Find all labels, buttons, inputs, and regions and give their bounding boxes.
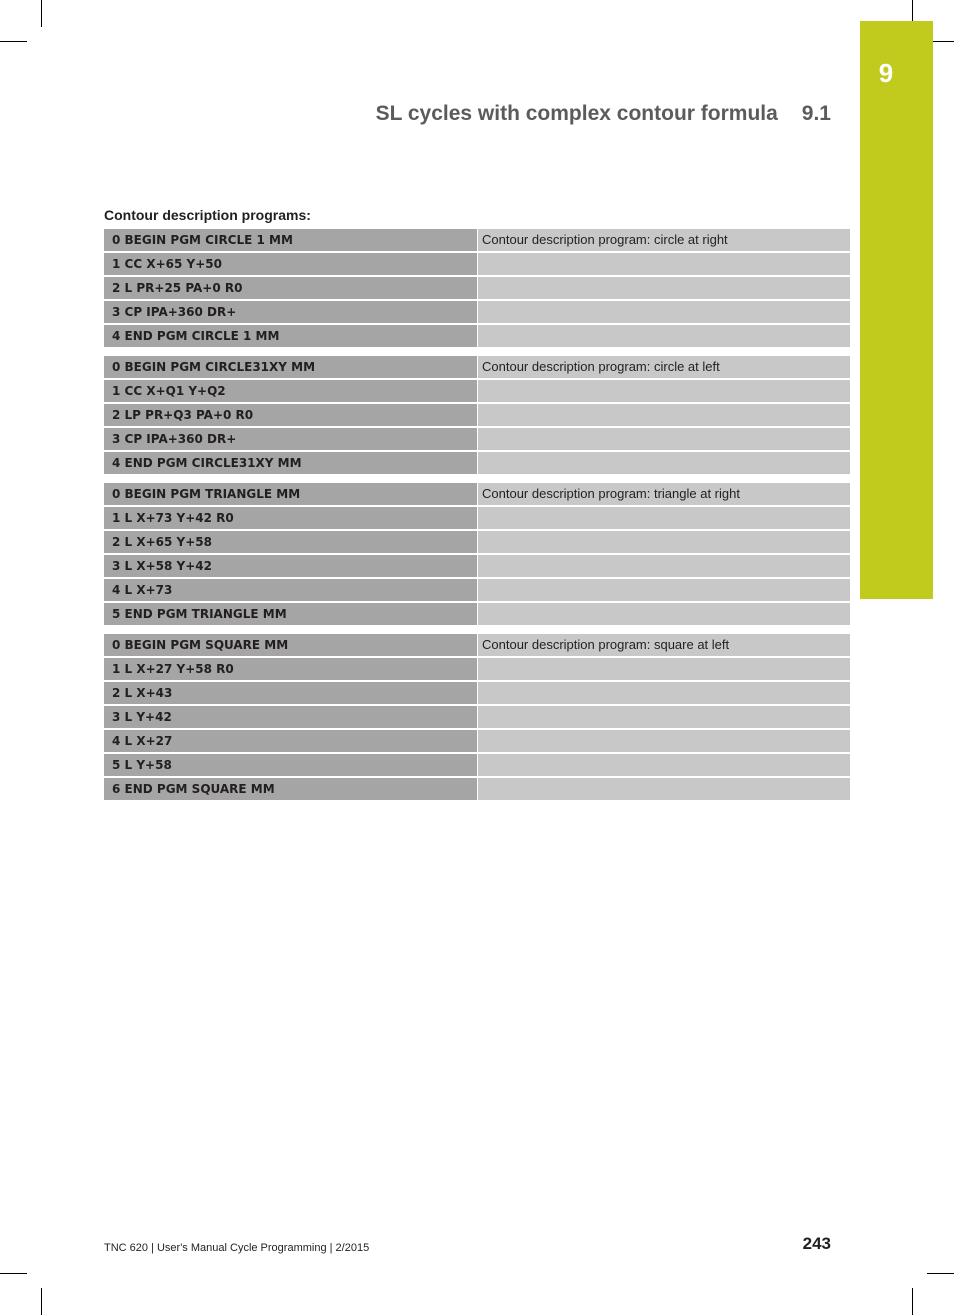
page-header (300, 102, 831, 126)
chapter-number: 9 (878, 58, 894, 88)
comment-cell (478, 277, 850, 299)
comment-cell: Contour description program: square at left (478, 634, 850, 656)
nc-code-cell: 0 BEGIN PGM TRIANGLE MM (104, 483, 477, 505)
crop-mark (41, 0, 42, 27)
nc-code-cell: 2 L X+65 Y+58 (104, 531, 477, 553)
nc-code-cell: 4 L X+73 (104, 579, 477, 601)
comment-cell (478, 778, 850, 800)
nc-code-cell: 4 L X+27 (104, 730, 477, 752)
comment-cell (478, 730, 850, 752)
nc-code-cell: 2 L X+43 (104, 682, 477, 704)
table-row (104, 229, 850, 251)
table-row (104, 356, 850, 378)
nc-code-cell: 0 BEGIN PGM CIRCLE31XY MM (104, 356, 477, 378)
nc-code-cell: 3 L Y+42 (104, 706, 477, 728)
nc-code-cell: 3 CP IPA+360 DR+ (104, 428, 477, 450)
comment-cell: Contour description program: circle at right (478, 229, 850, 251)
comment-cell (478, 531, 850, 553)
header-section-number: 9.1 (801, 102, 831, 125)
page-number: 243 (802, 1234, 831, 1253)
comment-cell (478, 658, 850, 680)
header-title: SL cycles with complex contour formula (375, 102, 778, 125)
comment-cell (478, 603, 850, 625)
comment-cell (478, 682, 850, 704)
comment-cell (478, 325, 850, 347)
comment-cell (478, 754, 850, 776)
program-table (104, 483, 850, 625)
table-row (104, 579, 850, 601)
table-row (104, 730, 850, 752)
table-row (104, 277, 850, 299)
comment-cell (478, 452, 850, 474)
program-table (104, 356, 850, 474)
nc-code-cell: 1 CC X+Q1 Y+Q2 (104, 380, 477, 402)
table-row (104, 483, 850, 505)
nc-code-cell: 3 CP IPA+360 DR+ (104, 301, 477, 323)
nc-code-cell: 1 L X+73 Y+42 R0 (104, 507, 477, 529)
table-row (104, 428, 850, 450)
crop-mark (927, 1273, 954, 1274)
table-row (104, 301, 850, 323)
table-row (104, 325, 850, 347)
comment-cell (478, 253, 850, 275)
table-row (104, 778, 850, 800)
table-row (104, 754, 850, 776)
comment-cell (478, 301, 850, 323)
table-row (104, 603, 850, 625)
footer-text: TNC 620 | User's Manual Cycle Programming | 2/2015 (104, 1242, 370, 1254)
comment-cell (478, 579, 850, 601)
crop-mark (0, 1273, 27, 1274)
comment-cell (478, 507, 850, 529)
table-row (104, 507, 850, 529)
program-table (104, 634, 850, 800)
table-row (104, 682, 850, 704)
comment-cell: Contour description program: circle at left (478, 356, 850, 378)
comment-cell (478, 706, 850, 728)
nc-code-cell: 0 BEGIN PGM CIRCLE 1 MM (104, 229, 477, 251)
table-row (104, 634, 850, 656)
nc-code-cell: 4 END PGM CIRCLE 1 MM (104, 325, 477, 347)
table-row (104, 380, 850, 402)
nc-code-cell: 5 L Y+58 (104, 754, 477, 776)
table-row (104, 404, 850, 426)
table-row (104, 658, 850, 680)
nc-code-cell: 3 L X+58 Y+42 (104, 555, 477, 577)
nc-code-cell: 4 END PGM CIRCLE31XY MM (104, 452, 477, 474)
comment-cell (478, 428, 850, 450)
comment-cell: Contour description program: triangle at right (478, 483, 850, 505)
comment-cell (478, 380, 850, 402)
nc-code-cell: 2 LP PR+Q3 PA+0 R0 (104, 404, 477, 426)
section-title: Contour description programs: (104, 207, 311, 223)
program-table (104, 229, 850, 347)
table-row (104, 452, 850, 474)
table-row (104, 253, 850, 275)
table-row (104, 706, 850, 728)
table-row (104, 555, 850, 577)
table-row (104, 531, 850, 553)
crop-mark (0, 41, 27, 42)
program-tables (104, 229, 850, 809)
nc-code-cell: 0 BEGIN PGM SQUARE MM (104, 634, 477, 656)
comment-cell (478, 404, 850, 426)
nc-code-cell: 1 L X+27 Y+58 R0 (104, 658, 477, 680)
nc-code-cell: 2 L PR+25 PA+0 R0 (104, 277, 477, 299)
chapter-tab (860, 21, 933, 599)
crop-mark (912, 1288, 913, 1315)
comment-cell (478, 555, 850, 577)
nc-code-cell: 5 END PGM TRIANGLE MM (104, 603, 477, 625)
crop-mark (41, 1288, 42, 1315)
nc-code-cell: 1 CC X+65 Y+50 (104, 253, 477, 275)
nc-code-cell: 6 END PGM SQUARE MM (104, 778, 477, 800)
